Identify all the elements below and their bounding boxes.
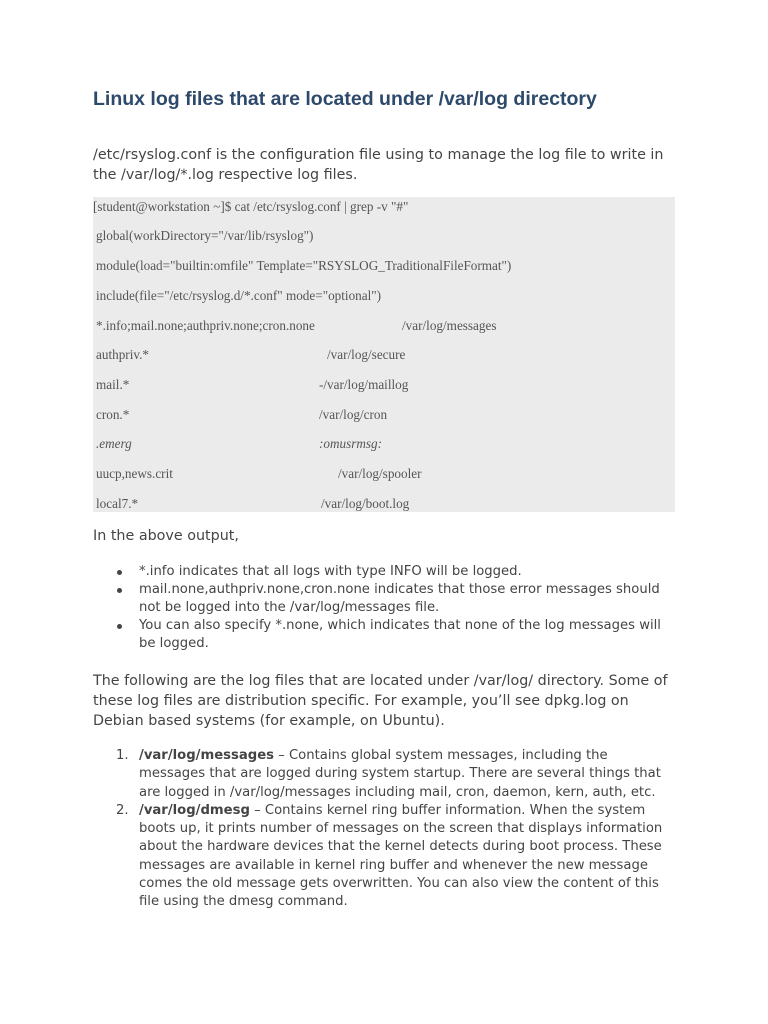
rule-selector: uucp,news.crit	[96, 466, 173, 481]
code-include: include(file="/etc/rsyslog.d/*.conf" mode="optional")	[96, 288, 382, 303]
log-files-paragraph: The following are the log files that are located under /var/log/ directory. Some of these log files are distribution specific. For example, you’ll see dpkg.log on Debian based systems (for example, on Ubuntu).	[93, 673, 668, 729]
list-number: 2.	[116, 802, 129, 818]
intro-paragraph: /etc/rsyslog.conf is the configuration file using to manage the log file to write in the /var/log/*.log respective log files.	[93, 147, 664, 183]
rule-selector: authpriv.*	[96, 347, 149, 362]
rule-action: /var/log/cron	[319, 407, 388, 422]
list-number: 1.	[116, 748, 129, 763]
page-title: Linux log files that are located under /var/log directory	[93, 88, 597, 110]
list-item: mail.none,authpriv.none,cron.none indicates that those error messages should not be logged into the /var/log/messages file.	[93, 581, 675, 617]
rule-action: /var/log/messages	[402, 318, 497, 333]
list-item: You can also specify *.none, which indicates that none of the log messages will be logged.	[93, 617, 675, 653]
rule-selector: local7.*	[96, 496, 139, 511]
rule-action: :omusrmsg:	[319, 436, 383, 451]
rule-selector: mail.*	[96, 377, 130, 392]
list-item: *.info indicates that all logs with type INFO will be logged.	[93, 563, 675, 581]
list-item	[93, 747, 675, 802]
output-intro-text: In the above output,	[93, 528, 239, 544]
log-file-name: /var/log/messages	[139, 748, 274, 763]
numbered-list	[93, 747, 675, 912]
log-file-name: /var/log/dmesg	[139, 802, 250, 818]
log-file-description: – Contains kernel ring buffer information. When the system boots up, it prints number of messages on the screen that displays information about the hardware devices that the kernel detects during boot process. These messages are available in kernel ring buffer and whenever the new message comes the old message gets overwritten. You can also view the content of this file using the dmesg command.	[139, 802, 663, 910]
rule-action: /var/log/secure	[327, 347, 406, 362]
rule-selector: *.info;mail.none;authpriv.none;cron.none	[96, 318, 315, 333]
code-command: [student@workstation ~]$ cat /etc/rsyslog.conf | grep -v "#"	[93, 199, 409, 214]
rule-selector: .emerg	[96, 436, 132, 451]
bullet-list	[93, 563, 675, 653]
rule-selector: cron.*	[96, 407, 130, 422]
rule-action: /var/log/boot.log	[321, 496, 410, 511]
code-module: module(load="builtin:omfile" Template="RSYSLOG_TraditionalFileFormat")	[96, 258, 512, 273]
code-global: global(workDirectory="/var/lib/rsyslog")	[96, 228, 314, 243]
rule-action: -/var/log/maillog	[319, 377, 409, 392]
rule-action: /var/log/spooler	[338, 466, 422, 481]
code-block	[93, 197, 675, 512]
list-item	[93, 802, 675, 912]
log-file-description: – Contains global system messages, including the messages that are logged during system startup. There are several things that are logged in /var/log/messages including mail, cron, daemon, kern, auth, etc.	[139, 748, 661, 800]
